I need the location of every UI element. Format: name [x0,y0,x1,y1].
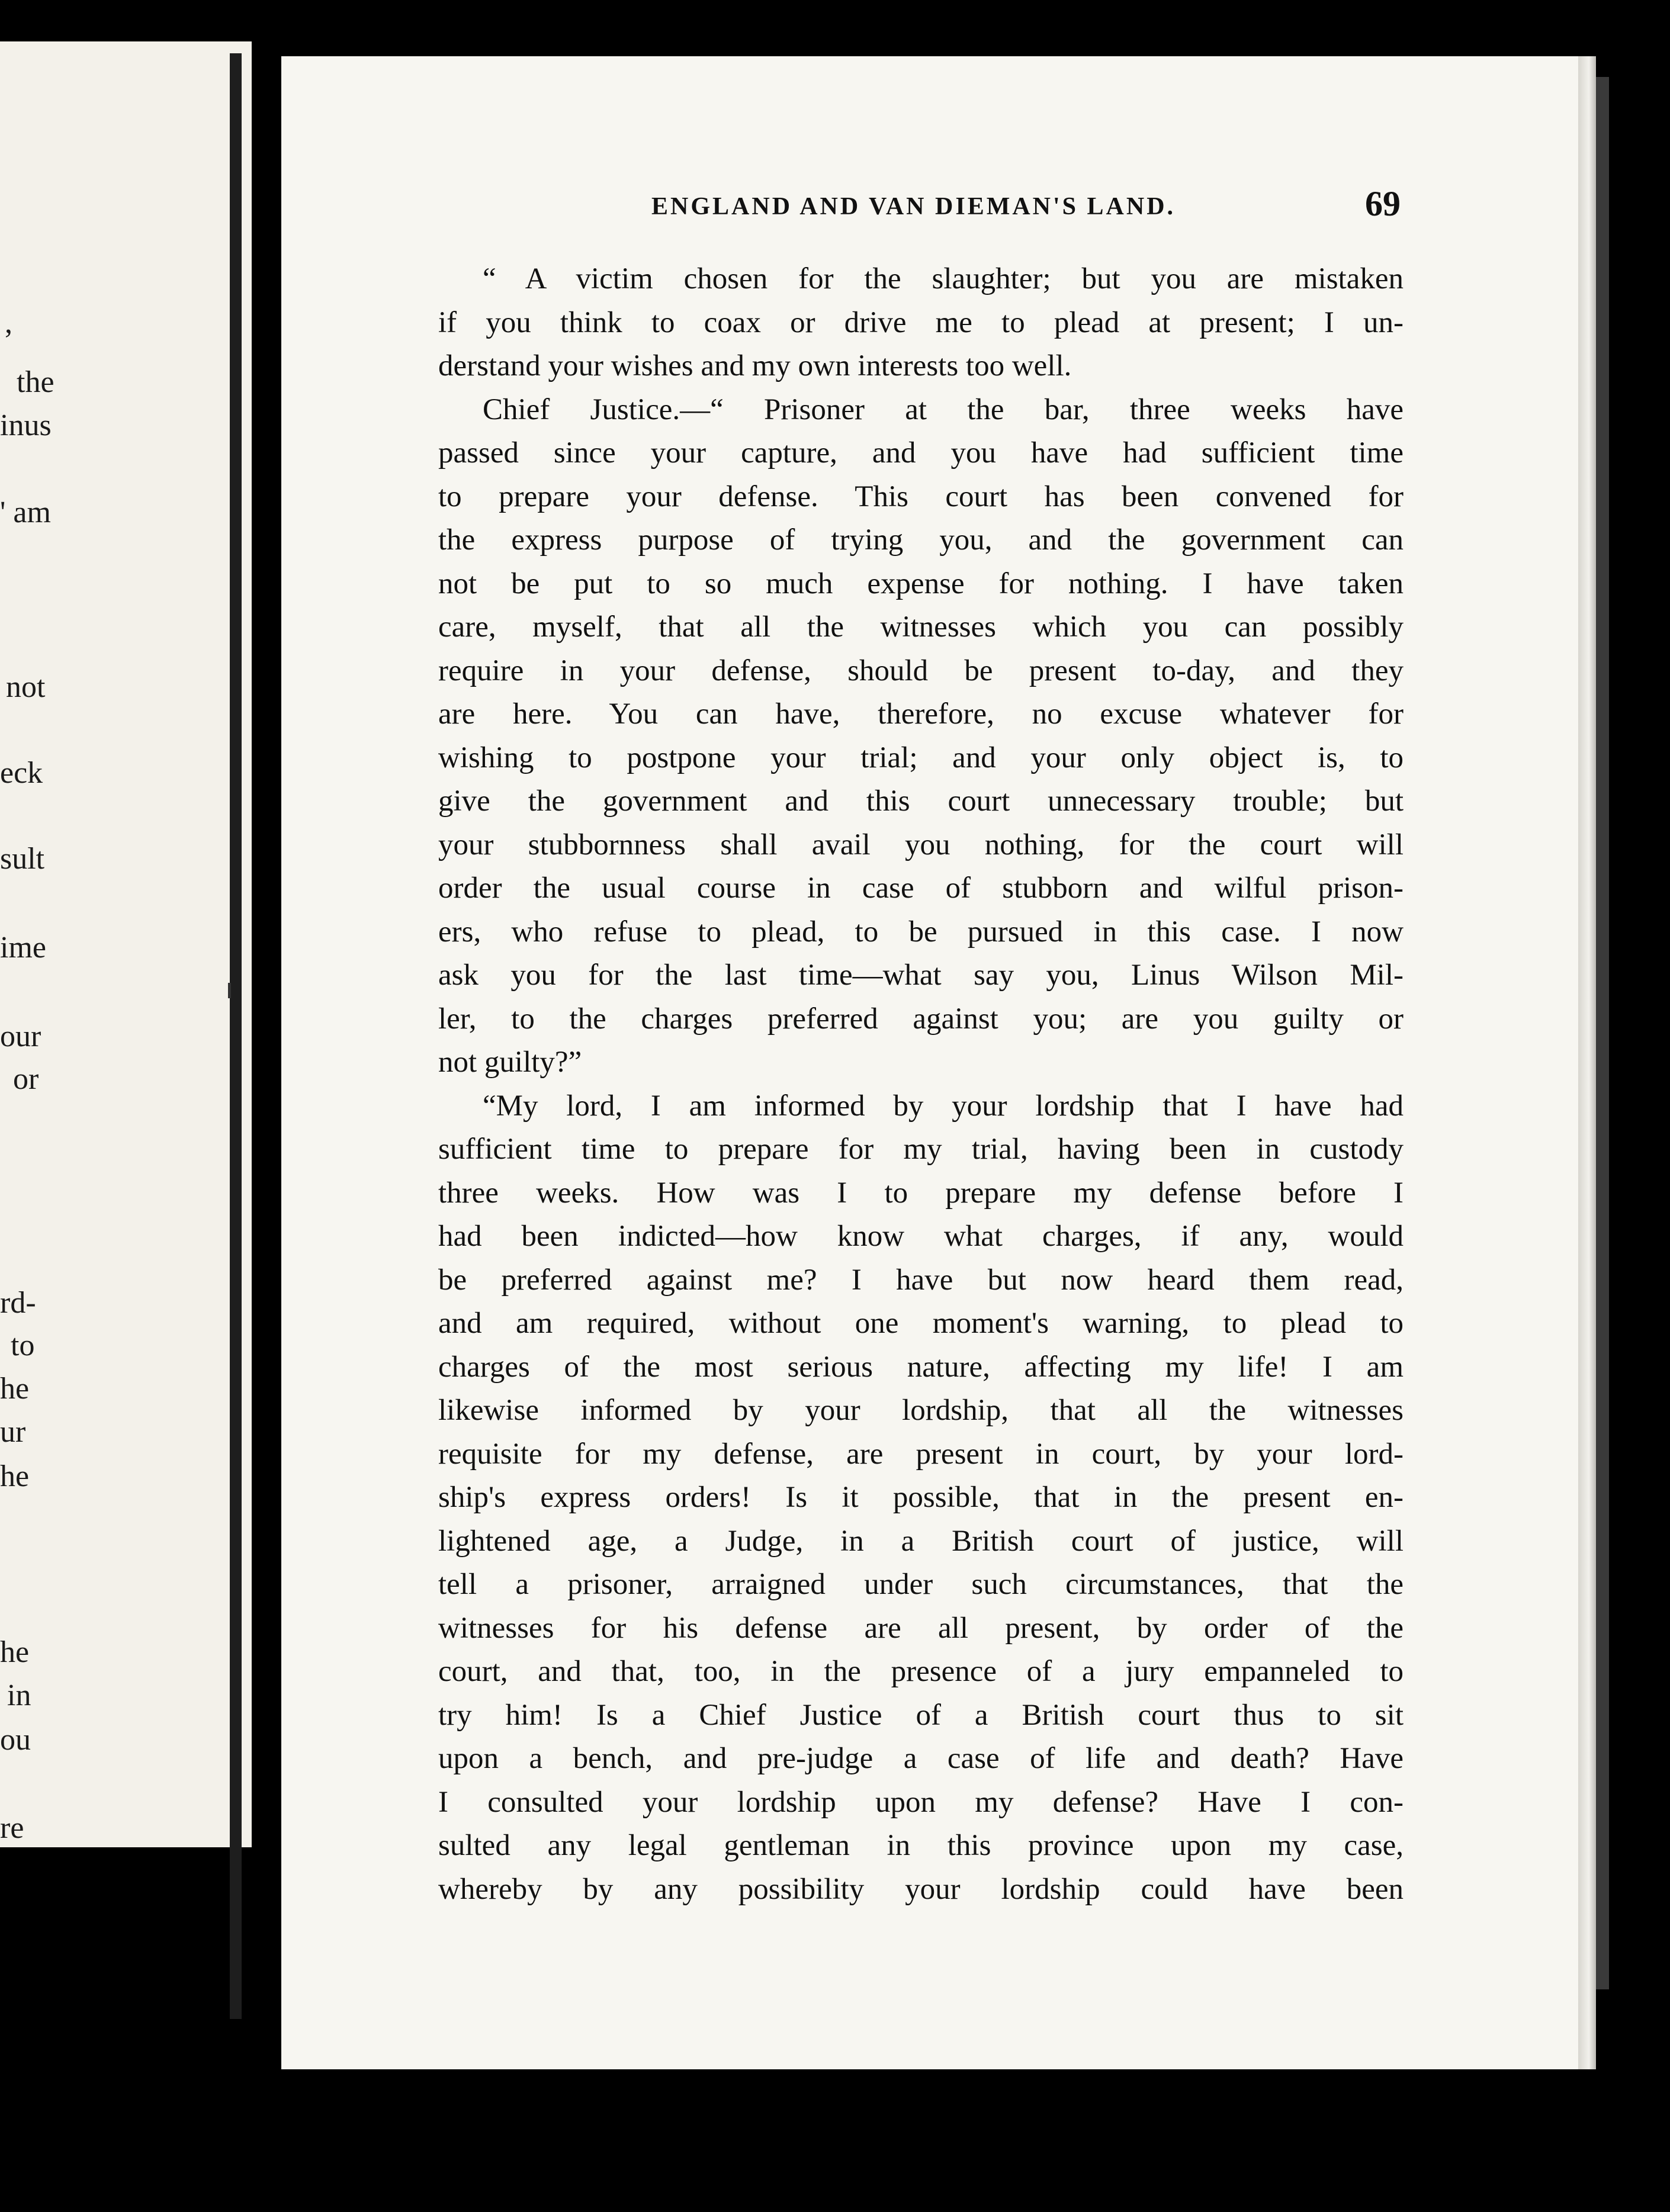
left-page-fragment: our [0,1020,41,1053]
text-line: not be put to so much expense for nothing. I have taken [438,567,1404,600]
left-page-fragment: rd- [0,1286,36,1320]
text-line: lightened age, a Judge, in a British court of justice, will [438,1524,1404,1558]
text-line: three weeks. How was I to prepare my defense before I [438,1176,1404,1210]
text-line: ers, who refuse to plead, to be pursued in this case. I now [438,915,1404,949]
text-line: if you think to coax or drive me to plead at present; I un- [438,306,1404,339]
page-edge [1578,56,1596,2069]
text-line: I consulted your lordship upon my defense? Have I con- [438,1785,1404,1819]
text-line: sulted any legal gentleman in this province upon my case, [438,1829,1404,1862]
text-line: court, and that, too, in the presence of a jury empanneled to [438,1655,1404,1688]
left-page-fragment: the [17,365,54,399]
text-line: and am required, without one moment's warning, to plead to [438,1307,1404,1340]
body-text [438,258,1404,1911]
left-page-fragment: , [5,306,12,340]
text-line: witnesses for his defense are all present, by order of the [438,1611,1404,1645]
text-line: requisite for my defense, are present in court, by your lord- [438,1437,1404,1471]
text-line: had been indicted—how know what charges, if any, would [438,1220,1404,1253]
text-line: be preferred against me? I have but now heard them read, [438,1263,1404,1297]
text-line: ask you for the last time—what say you, Linus Wilson Mil- [438,959,1404,992]
left-page-fragment: ' am [0,496,51,529]
running-head: ENGLAND AND VAN DIEMAN'S LAND. [651,193,1176,220]
text-line: your stubbornness shall avail you nothing, for the court will [438,828,1404,861]
left-page-fragment: in [7,1679,31,1712]
left-page-fragment: sult [0,842,45,876]
text-line: charges of the most serious nature, affecting my life! I am [438,1350,1404,1384]
left-page-fragment: he [0,1459,30,1493]
text-line: to prepare your defense. This court has been convened for [438,480,1404,513]
left-page-fragment: to [11,1329,35,1362]
text-line: care, myself, that all the witnesses which you can possibly [438,610,1404,644]
text-line: give the government and this court unnecessary trouble; but [438,785,1404,818]
left-page-fragment: eck [0,756,43,790]
facing-page-left [0,41,252,1847]
page-number: 69 [1365,184,1401,223]
text-line: ship's express orders! Is it possible, that in the present en- [438,1481,1404,1514]
book-edge-shadow [1596,77,1609,1989]
text-line: upon a bench, and pre-judge a case of life and death? Have [438,1742,1404,1775]
text-line: tell a prisoner, arraigned under such circumstances, that the [438,1568,1404,1601]
text-line: try him! Is a Chief Justice of a British court thus to sit [438,1698,1404,1732]
left-page-fragment: ime [0,931,46,964]
left-page-fragment: inus [0,409,52,442]
text-line: require in your defense, should be present to-day, and they [438,654,1404,687]
text-line: whereby by any possibility your lordship could have been [438,1872,1404,1906]
text-line: the express purpose of trying you, and the government can [438,523,1404,557]
text-line: passed since your capture, and you have had sufficient time [438,436,1404,470]
gutter-shadow [230,53,242,2019]
text-line: wishing to postpone your trial; and your only object is, to [438,741,1404,774]
left-page-fragment: he [0,1635,30,1669]
left-page-fragment: ou [0,1723,31,1757]
left-page-fragment: re [0,1811,24,1845]
text-line: order the usual course in case of stubborn and wilful prison- [438,872,1404,905]
text-line: ler, to the charges preferred against you; are you guilty or [438,1002,1404,1036]
text-line: Chief Justice.—“ Prisoner at the bar, three weeks have [483,393,1404,426]
left-page-fragment: not [6,670,46,704]
text-line: derstand your wishes and my own interests too well. [438,349,1072,382]
left-page-fragment: ur [0,1415,26,1449]
text-line: are here. You can have, therefore, no excuse whatever for [438,697,1404,731]
text-line: “ A victim chosen for the slaughter; but you are mistaken [483,262,1404,295]
text-line: sufficient time to prepare for my trial, having been in custody [438,1133,1404,1166]
text-line: not guilty?” [438,1046,582,1079]
gutter-mark [228,983,231,998]
left-page-fragment: he [0,1372,30,1406]
text-line: likewise informed by your lordship, that all the witnesses [438,1394,1404,1427]
text-line: “My lord, I am informed by your lordship that I have had [483,1089,1404,1123]
left-page-fragment: or [13,1062,39,1096]
